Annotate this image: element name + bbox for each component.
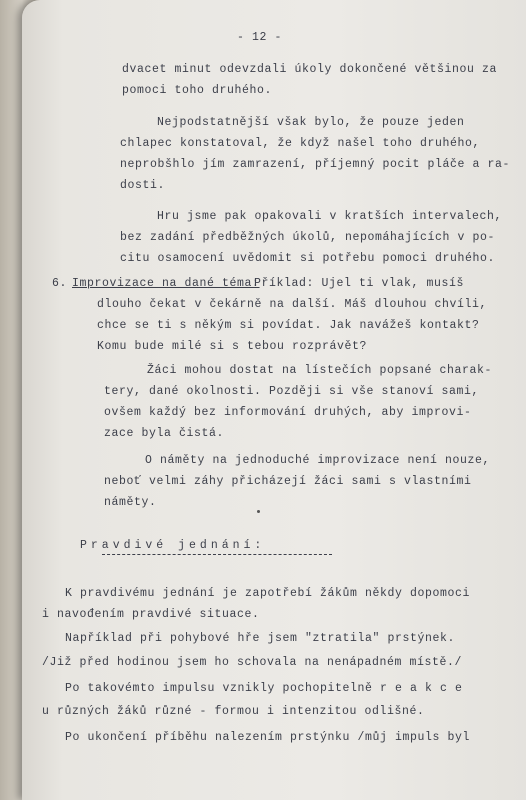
text-line-5: neprobšhlo jím zamrazení, příjemný pocit pláče a ra- (120, 158, 511, 171)
text-line-11: dlouho čekat v čekárně na další. Máš dlouhou chvíli, (97, 298, 488, 311)
text-line-17: zace byla čistá. (104, 427, 225, 440)
text-line-25: Po takovémto impulsu vznikly pochopitelně r e a k c e (65, 682, 463, 695)
text-line-14: Žáci mohou dostat na lístečích popsané charak- (147, 364, 493, 377)
text-line-22: i navođením pravdivé situace. (42, 608, 260, 621)
heading-underline (102, 554, 332, 555)
text-line-4: chlapec konstatoval, že když našel toho druhého, (120, 137, 481, 150)
text-line-19: neboť velmi záhy přicházejí žáci sami s vlastními (104, 475, 472, 488)
text-line-27: Po ukončení příběhu nalezením prstýnku /můj impuls byl (65, 731, 471, 744)
text-line-10: Příklad: Ujel ti vlak, musíš (254, 277, 465, 290)
text-line-6: dosti. (120, 179, 166, 192)
ink-dot (257, 510, 260, 513)
text-line-12: chce se ti s někým si povídat. Jak navážeš kontakt? (97, 319, 480, 332)
document-page (22, 0, 526, 800)
text-line-7: Hru jsme pak opakovali v kratších intervalech, (157, 210, 503, 223)
text-line-1: dvacet minut odevzdali úkoly dokončené většinou za (122, 63, 498, 76)
item-number: 6. (52, 277, 68, 290)
text-line-2: pomoci toho druhého. (122, 84, 273, 97)
text-line-16: ovšem každý bez informování druhých, aby improvi- (104, 406, 472, 419)
item-title: Improvizace na dané téma: (72, 277, 260, 290)
section-heading: Pravdivé jednání: (80, 539, 266, 552)
text-line-23: Například při pohybové hře jsem "ztratila" prstýnek. (65, 632, 456, 645)
text-line-9: citu osamocení uvědomit si potřebu pomoci druhého. (120, 252, 496, 265)
text-line-8: bez zadání předběžných úkolů, nepomáhajících v po- (120, 231, 496, 244)
text-line-24: /Již před hodinou jsem ho schovala na nenápadném místě./ (42, 656, 463, 669)
text-line-21: K pravdivému jednání je zapotřebí žákům někdy dopomoci (65, 587, 471, 600)
text-line-13: Komu bude milé si s tebou rozprávět? (97, 340, 368, 353)
text-line-18: O náměty na jednoduché improvizace není nouze, (145, 454, 491, 467)
text-line-20: náměty. (104, 496, 157, 509)
page-number: - 12 - (237, 31, 283, 44)
text-line-15: tery, dané okolnosti. Později si vše stanoví sami, (104, 385, 480, 398)
text-line-3: Nejpodstatnější však bylo, že pouze jeden (157, 116, 465, 129)
text-line-26: u různých žáků různé - formou i intenzitou odlišné. (42, 705, 425, 718)
